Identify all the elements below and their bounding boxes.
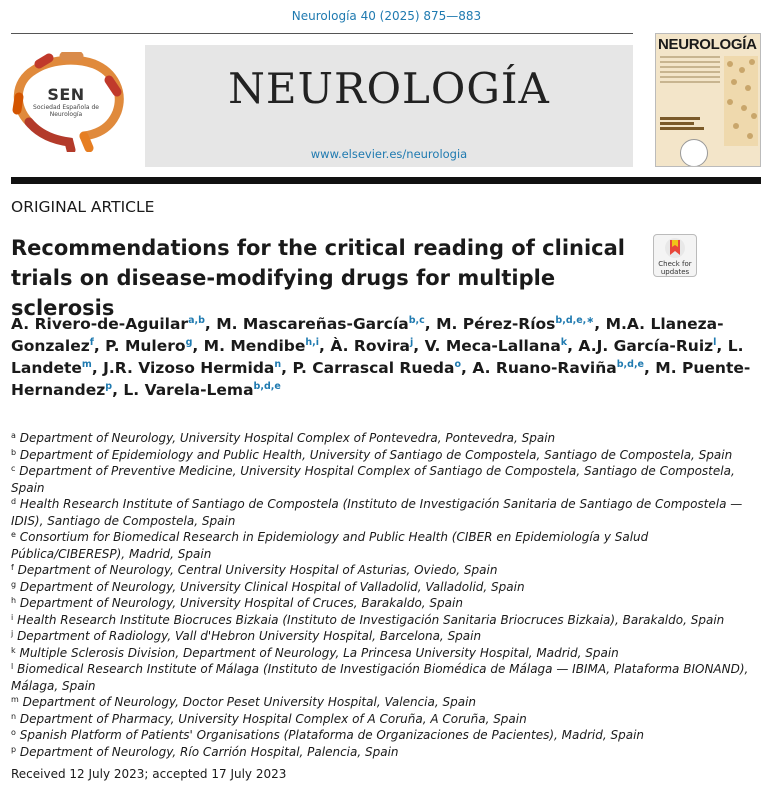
cover-seal-icon (680, 139, 708, 167)
affiliation-letter: j (11, 629, 14, 638)
affiliation-text: Department of Pharmacy, University Hospital Complex of A Coruña, A Coruña, Spain (19, 711, 527, 726)
author-affiliation-marker[interactable]: b,c (408, 315, 425, 326)
sen-subtitle: Sociedad Española de Neurología (33, 104, 99, 118)
author-separator: , (413, 337, 425, 355)
journal-url-link[interactable]: www.elsevier.es/neurologia (310, 147, 468, 161)
affiliation-item (11, 645, 761, 662)
cover-issue-info (660, 117, 704, 130)
author-name[interactable]: P. Carrascal Rueda (292, 359, 455, 377)
affiliation-text: Department of Neurology, Doctor Peset University Hospital, Valencia, Spain (22, 695, 477, 709)
journal-cover[interactable] (655, 33, 761, 167)
author-separator: , (91, 359, 104, 377)
header-divider (11, 177, 761, 184)
received-dates: Received 12 July 2023; accepted 17 July 2023 (11, 767, 287, 781)
journal-banner (145, 45, 633, 167)
cover-pattern-icon (724, 56, 758, 146)
author-affiliation-marker[interactable]: k (560, 337, 568, 348)
author-name[interactable]: J.R. Vizoso Hermida (103, 359, 275, 377)
author-separator: , (93, 337, 106, 355)
author-name[interactable]: M. Mendibe (203, 337, 306, 355)
author-affiliation-marker[interactable]: h,i (305, 337, 320, 348)
author-name[interactable]: P. Mulero (105, 337, 186, 355)
author-name[interactable]: L. Landete (11, 337, 744, 377)
affiliation-text: Department of Neurology, Central University Hospital of Asturias, Oviedo, Spain (17, 563, 498, 577)
author-affiliation-marker[interactable]: b,d,e (616, 359, 644, 370)
affiliation-letter: o (11, 728, 16, 737)
affiliation-text: Department of Epidemiology and Public Health, University of Santiago de Compostela, Santiago de Compostela, Spain (19, 447, 733, 462)
affiliation-item (11, 595, 761, 612)
article-title: Recommendations for the critical reading of clinical trials on disease-modifying drugs for multiple sclerosis (11, 236, 625, 320)
author-affiliation-marker[interactable]: j (410, 337, 414, 348)
author-separator: , (594, 315, 606, 333)
affiliation-text: Department of Preventive Medicine, University Hospital Complex of Santiago de Compostela, Santiago de Compostela, Spain (11, 464, 735, 495)
author-separator: , (281, 359, 293, 377)
affiliation-letter: d (11, 497, 17, 506)
affiliation-item (11, 727, 761, 744)
author-affiliation-marker[interactable]: p (105, 381, 113, 392)
author-separator: , (461, 359, 473, 377)
author-separator: , (112, 381, 124, 399)
top-divider (11, 33, 633, 34)
affiliation-item (11, 463, 761, 496)
author-separator: , (319, 337, 331, 355)
author-affiliation-marker[interactable]: o (454, 359, 462, 370)
sen-logo-text (31, 85, 101, 118)
author-affiliation-marker[interactable]: l (713, 337, 717, 348)
author-affiliation-marker[interactable]: m (81, 359, 92, 370)
affiliation-list (11, 430, 761, 760)
affiliation-item (11, 430, 761, 447)
affiliation-item (11, 711, 761, 728)
affiliation-letter: h (11, 596, 17, 605)
affiliation-text: Department of Neurology, University Hospital Complex of Pontevedra, Pontevedra, Spain (19, 431, 556, 445)
affiliation-letter: e (11, 530, 16, 539)
author-separator: , (716, 337, 728, 355)
cover-text-lines (660, 56, 720, 86)
affiliation-text: Consortium for Biomedical Research in Epidemiology and Public Health (CIBER en Epidemiología y Salud Pública/CIBERESP), Madrid, Spain (11, 530, 649, 561)
affiliation-item (11, 744, 761, 761)
author-name[interactable]: A. Ruano-Raviña (472, 359, 617, 377)
author-separator: , (204, 315, 217, 333)
sen-abbreviation: SEN (47, 85, 85, 104)
affiliation-text: Department of Neurology, University Hospital of Cruces, Barakaldo, Spain (19, 596, 463, 610)
affiliation-letter: l (11, 662, 14, 671)
affiliation-text: Health Research Institute Biocruces Bizkaia (Instituto de Investigación Sanitaria Briocruces Bizkaia), Barakaldo, Spain (17, 612, 725, 627)
author-affiliation-marker[interactable]: b,d,e (253, 381, 281, 392)
author-affiliation-marker[interactable]: a,b (188, 315, 205, 326)
affiliation-letter: b (11, 447, 17, 457)
affiliation-text: Multiple Sclerosis Division, Department of Neurology, La Princesa University Hospital, Madrid, Spain (19, 645, 619, 660)
author-name[interactable]: M. Pérez-Ríos (436, 315, 556, 333)
author-affiliation-marker[interactable]: n (274, 359, 282, 370)
affiliation-text: Department of Neurology, Río Carrión Hospital, Palencia, Spain (19, 744, 399, 759)
author-name[interactable]: À. Rovira (330, 337, 410, 355)
author-name[interactable]: M. Puente-Hernandez (11, 359, 751, 399)
author-separator: , (644, 359, 656, 377)
affiliation-letter: i (11, 612, 14, 622)
author-name[interactable]: L. Varela-Lema (123, 381, 254, 399)
affiliation-letter: p (11, 744, 17, 754)
author-separator: , (192, 337, 204, 355)
check-for-updates-label: Check for updates (658, 260, 692, 276)
affiliation-letter: f (11, 563, 14, 572)
affiliation-letter: g (11, 579, 17, 589)
journal-reference[interactable]: Neurología 40 (2025) 875—883 (291, 9, 482, 23)
affiliation-letter: k (11, 645, 16, 655)
affiliation-item (11, 529, 761, 562)
affiliation-text: Department of Radiology, Vall d'Hebron University Hospital, Barcelona, Spain (17, 629, 482, 643)
author-name[interactable]: M. Mascareñas-García (216, 315, 409, 333)
author-list (11, 313, 761, 401)
affiliation-item (11, 661, 761, 694)
author-name[interactable]: A. Rivero-de-Aguilar (11, 315, 189, 333)
author-name[interactable]: V. Meca-Lallana (424, 337, 561, 355)
affiliation-letter: m (11, 695, 19, 704)
author-affiliation-marker[interactable]: g (185, 337, 193, 348)
author-separator: , (567, 337, 579, 355)
author-affiliation-marker[interactable]: b,d,e,∗ (555, 315, 595, 326)
affiliation-item (11, 628, 761, 645)
affiliation-text: Biomedical Research Institute of Málaga (Instituto de Investigación Biomédica de Málaga — IBIMA, Plataforma BIONAND), Málaga, Spain (11, 662, 749, 693)
author-affiliation-marker[interactable]: f (89, 337, 94, 348)
author-name[interactable]: M.A. Llaneza-Gonzalez (11, 315, 724, 355)
affiliation-item (11, 496, 761, 529)
journal-title: NEUROLOGÍA (228, 64, 550, 113)
affiliation-letter: c (11, 464, 16, 473)
author-separator: , (424, 315, 437, 333)
affiliation-text: Department of Neurology, University Clinical Hospital of Valladolid, Valladolid, Spain (19, 579, 525, 594)
affiliation-item (11, 579, 761, 596)
check-for-updates-button[interactable] (653, 234, 697, 277)
affiliation-text: Health Research Institute of Santiago de Compostela (Instituto de Investigación Sanitaria de Santiago de Compostela — IDIS), Santiago de Compostela, Spain (11, 497, 743, 528)
affiliation-item (11, 562, 761, 579)
affiliation-item (11, 612, 761, 629)
affiliation-letter: n (11, 711, 17, 721)
affiliation-item (11, 694, 761, 711)
article-type: ORIGINAL ARTICLE (11, 198, 155, 216)
affiliation-text: Spanish Platform of Patients' Organisations (Plataforma de Organizaciones de Pacientes), Madrid, Spain (19, 728, 645, 742)
affiliation-item (11, 447, 761, 464)
author-name[interactable]: A.J. García-Ruiz (578, 337, 714, 355)
cover-title: NEUROLOGÍA (658, 36, 757, 53)
affiliation-letter: a (11, 431, 16, 440)
bookmark-icon (654, 235, 696, 261)
